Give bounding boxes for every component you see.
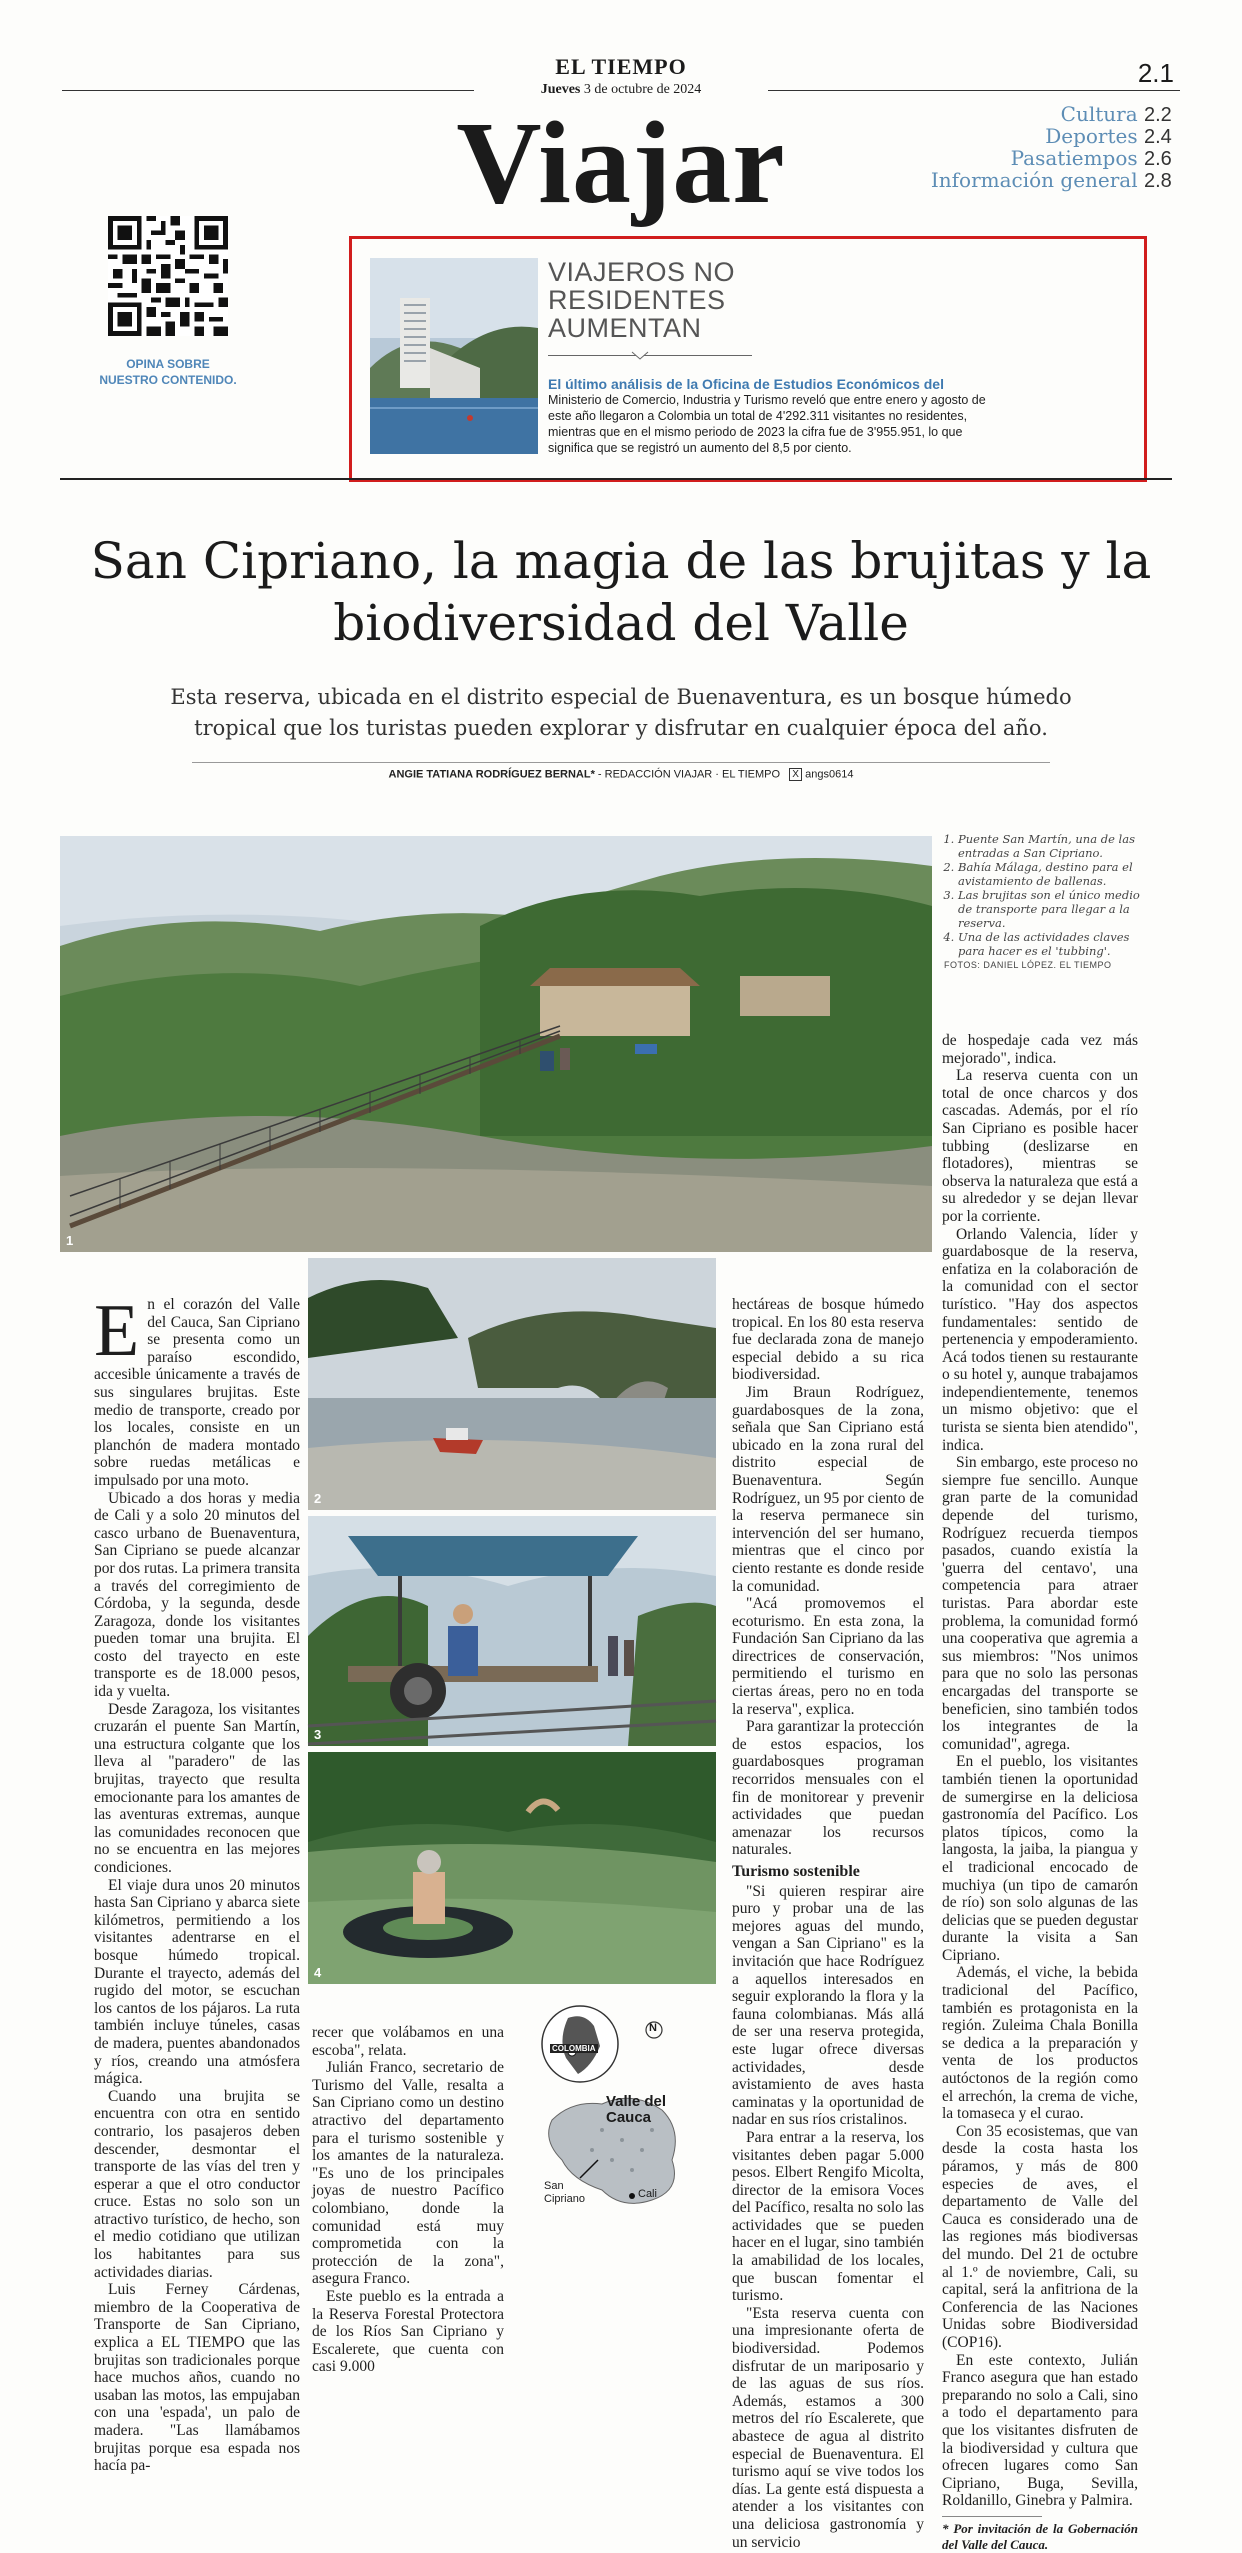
- article-column-2: recer que volábamos en una escoba", relata. Julián Franco, secretario de Turismo del Valle, resalta a San Cipriano como un destino atractivo del departamento para el turismo sostenible y los amantes de la naturaleza. "Es uno de los principales joyas de nuestro Pacífico colombiano, donde la comunidad está muy comprometida con la protección de la zona", asegura Franco. Este pueblo es la entrada a la Reserva Forestal Protectora de los Ríos San Cipriano y Escalerete, que cuenta con casi 9.000: [312, 2024, 504, 2376]
- section-index: [930, 102, 1172, 192]
- map-place-cali: Cali: [638, 2188, 657, 2200]
- map-region-label: Valle del Cauca: [606, 2093, 667, 2126]
- article-headline: San Cipriano, la magia de las brujitas y la biodiversidad del Valle: [90, 532, 1152, 652]
- caption-item: 3. Las brujitas son el único medio de transporte para llegar a la reserva.: [958, 888, 1154, 930]
- map-country-label: COLOMBIA: [552, 2044, 596, 2053]
- index-item-pasatiempos[interactable]: Pasatiempos 2.6: [1010, 146, 1172, 170]
- photo-tubbing: [308, 1752, 716, 1984]
- photo-number: 1: [66, 1233, 74, 1248]
- teaser-headline: VIAJEROS NO RESIDENTES AUMENTAN: [548, 257, 736, 343]
- footnote: * Por invitación de la Gobernación del Valle del Cauca.: [942, 2520, 1138, 2552]
- photo-credit: FOTOS: DANIEL LÓPEZ. EL TIEMPO: [944, 960, 1112, 970]
- photo-number: 4: [314, 1965, 322, 1980]
- article-dek: Esta reserva, ubicada en el distrito especial de Buenaventura, es un bosque húmedo tropical que los turistas pueden explorar y disfrutar en cualquier época del año.: [170, 685, 1072, 740]
- teaser-body: El último análisis de la Oficina de Estudios Económicos del Ministerio de Comercio, Industria y Turismo reveló que entre enero y agosto de este año llegaron a Colombia un total de 4'292.311 visitantes no residentes, mientras que en el mismo periodo de 2023 la cifra fue de 3'955.951, lo que significa que se registró un aumento del 8,5 por ciento.: [548, 376, 986, 455]
- caption-item: 2. Bahía Málaga, destino para el avistamiento de ballenas.: [958, 860, 1154, 888]
- caption-item: 1. Puente San Martín, una de las entradas a San Cipriano.: [958, 832, 1154, 860]
- page-number: 2.1: [1137, 58, 1174, 88]
- issue-date: Jueves 3 de octubre de 2024: [540, 82, 702, 97]
- north-arrow-icon: N: [649, 2022, 657, 2034]
- byline-author: ANGIE TATIANA RODRÍGUEZ BERNAL*: [388, 768, 595, 781]
- section-divider: [60, 478, 1172, 480]
- article-column-1: En el corazón del Valle del Cauca, San Cipriano se presenta como un paraíso escondido, accesible únicamente a través de sus singulares brujitas. Este medio de transporte, creado por los locales, consiste en un planchón de madera montado sobre ruedas metálicas e impulsado por una moto. Ubicado a dos horas y media de Cali y a solo 20 minutos del casco urbano de Buenaventura, San Cipriano se puede alcanzar por dos rutas. La primera transita a través del corregimiento de Córdoba, y la segunda, desde Zaragoza, donde los visitantes pueden tomar una brujita. El costo del trayecto en este transporte es de 18.000 pesos, ida y vuelta. Desde Zaragoza, los visitantes cruzarán el puente San Martín, una estructura colgante que los lleva al "paradero" de las brujitas, trayecto que resulta emocionante para los amantes de las aventuras extremas, aunque las comunidades reconocen que no se encuentra en las mejores condiciones. El viaje dura unos 20 minutos hasta San Cipriano y abarca siete kilómetros, permitiendo a los visitantes adentrarse en el bosque húmedo tropical. Durante el trayecto, además del rugido del motor, se escuchan los cantos de los pájaros. La ruta también incluye túneles, casas de madera, puentes abandonados y ríos, creando una atmósfera mágica. Cuando una brujita se encuentra con otra en sentido contrario, los pasajeros deben descender, desmontar el transporte de las vías del tren y esperar a que el otro conductor cruce. Estas no solo son un atractivo turístico, de hecho, son el medio cotidiano que utilizan los habitantes para sus actividades diarias. Luis Ferney Cárdenas, miembro de la Cooperativa de Transporte de San Cipriano, explica a EL TIEMPO que las brujitas son tradicionales porque hace muchos años, cuando no usaban las motos, las empujaban con una 'espada', un palo de madera. "Las llamábamos brujitas porque esa espada nos hacía pa-: [94, 1290, 300, 2475]
- photo-bay: [308, 1258, 716, 1510]
- article-column-3: hectáreas de bosque húmedo tropical. En los 80 esta reserva fue declarada zona de manejo especial debido a su rica biodiversidad. Jim Braun Rodríguez, guardabosques de la zona, señala que San Cipriano está ubicado en la zona rural del distrito especial de Buenaventura. Según Rodríguez, un 95 por ciento de la reserva permanece sin intervención del ser humano, mientras que el cinco por ciento restante es donde reside la comunidad. "Acá promovemos el ecoturismo. En esta zona, la Fundación San Cipriano da las directrices de conservación, permitiendo el turismo en ciertas áreas, pero no en toda la reserva", explica. Para garantizar la protección de estos espacios, los guardabosques programan recorridos mensuales con el fin de monitorear y prevenir actividades que puedan amenazar los recursos naturales. Turismo sostenible "Si quieren respirar aire puro y probar una de las mejores aguas del mundo, vengan a San Cipriano" es la invitación que hace Rodríguez a aquellos interesados en seguir explorando la flora y la fauna colombianas. Más allá de ser una reserva protegida, este lugar ofrece diversas actividades, desde avistamiento de aves hasta caminatas y la oportunidad de nadar en sus ríos cristalinos. Para entrar a la reserva, los visitantes deben pagar 5.000 pesos. Elbert Rengifo Micolta, director de la emisora Voces del Pacífico, resalta no solo las actividades que se pueden hacer en el lugar, sino también la amabilidad de los locales, que buscan fomentar el turismo. "Esta reserva cuenta con una impresionante oferta de biodiversidad. Podemos disfrutar de un mariposario y de las aguas de sus ríos. Además, estamos a 300 metros del río Escalerete, que abastece de agua al distrito especial de Buenaventura. El turismo aquí se vive todos los días. La gente está dispuesta a atender a los visitantes con una deliciosa gastronomía y un servicio: [732, 1296, 924, 2551]
- location-map: [532, 2000, 702, 2220]
- qr-code-label[interactable]: OPINA SOBRE NUESTRO CONTENIDO.: [99, 357, 237, 387]
- map-place-san-cipriano: San Cipriano: [544, 2180, 585, 2205]
- byline-rule: [192, 762, 1050, 763]
- photo-brujita: [308, 1516, 716, 1746]
- newspaper-brand: EL TIEMPO: [555, 54, 687, 79]
- photo-bridge: [60, 836, 932, 1252]
- caption-item: 4. Una de las actividades claves para hacer es el 'tubbing'.: [958, 930, 1154, 958]
- byline-handle[interactable]: angs0614: [805, 768, 854, 781]
- byline-desk: - REDACCIÓN VIAJAR · EL TIEMPO: [594, 768, 781, 781]
- chevron-down-icon: [632, 352, 648, 360]
- photo-captions: [944, 832, 1154, 972]
- drop-cap: E: [94, 1290, 140, 1372]
- byline: [0, 768, 1242, 781]
- section-title: Viajar: [456, 97, 786, 228]
- photo-number: 2: [314, 1491, 322, 1506]
- footnote-rule: [942, 2516, 1042, 2517]
- teaser-divider: [548, 355, 752, 356]
- x-logo-icon: X: [789, 768, 802, 781]
- index-item-cultura[interactable]: Cultura 2.2: [1060, 102, 1172, 126]
- index-item-informacion-general[interactable]: Información general 2.8: [930, 168, 1172, 192]
- teaser-photo: [370, 258, 538, 454]
- index-item-deportes[interactable]: Deportes 2.4: [1045, 124, 1172, 148]
- qr-code-icon[interactable]: [108, 216, 228, 336]
- article-column-4: de hospedaje cada vez más mejorado", indica. La reserva cuenta con un total de once charcos y dos cascadas. Además, por el río San Cipriano es posible hacer tubbing (deslizarse en flotadores), mientras se observa la naturaleza que está a su alrededor y se dejan llevar por la corriente. Orlando Valencia, líder y guardabosque de la reserva, enfatiza en la colaboración de la comunidad con el sector turístico. "Hay dos aspectos fundamentales: sentido de pertenencia y empoderamiento. Acá todos tienen su restaurante o su hotel y, aunque trabajamos independientemente, tenemos un mismo objetivo: que el turista se sienta bien atendido", indica. Sin embargo, este proceso no siempre fue sencillo. Aunque gran parte de la comunidad depende del turismo, Rodríguez recuerda tiempos pasados, cuando existía la 'guerra del centavo', una competencia para atraer turistas. Para abordar este problema, la comunidad formó una cooperativa que agremia a sus miembros: "Nos unimos para que no solo las personas encargadas del transporte se beneficien, sino también todos los integrantes de la comunidad", agrega. En el pueblo, los visitantes también tienen la oportunidad de sumergirse en la deliciosa gastronomía del Pacífico. Los platos típicos, como la langosta, la jaiba, la piangua y el tradicional encocado de muchiya (un tipo de camarón de río) son solo algunas de las delicias que se pueden degustar durante la visita a San Cipriano. Además, el viche, la bebida tradicional del Pacífico, también es protagonista en la región. Zuleima Chala Bonilla se dedica a la preparación y venta de los productos autóctonos de la región como el arrechón, la crema de viche, la tomaseca y el curao. Con 35 ecosistemas, que van desde la costa hasta los páramos, y más de 800 especies de aves, el departamento de Valle del Cauca es considerado una de las regiones más biodiversas del mundo. Del 21 de octubre al 1.º de noviembre, Cali, su capital, será la anfitriona de la Conferencia de las Naciones Unidas sobre Biodiversidad (COP16). En este contexto, Julián Franco asegura que han estado preparando no solo a Cali, sino a todo el departamento para que los visitantes disfruten de la biodiversidad y cultura que ofrecen lugares como San Cipriano, Buga, Sevilla, Roldanillo, Ginebra y Palmira. * Por invitación de la Gobernación del Valle del Cauca.: [942, 1032, 1138, 2552]
- photo-number: 3: [314, 1727, 322, 1742]
- subheading: Turismo sostenible: [732, 1863, 860, 1880]
